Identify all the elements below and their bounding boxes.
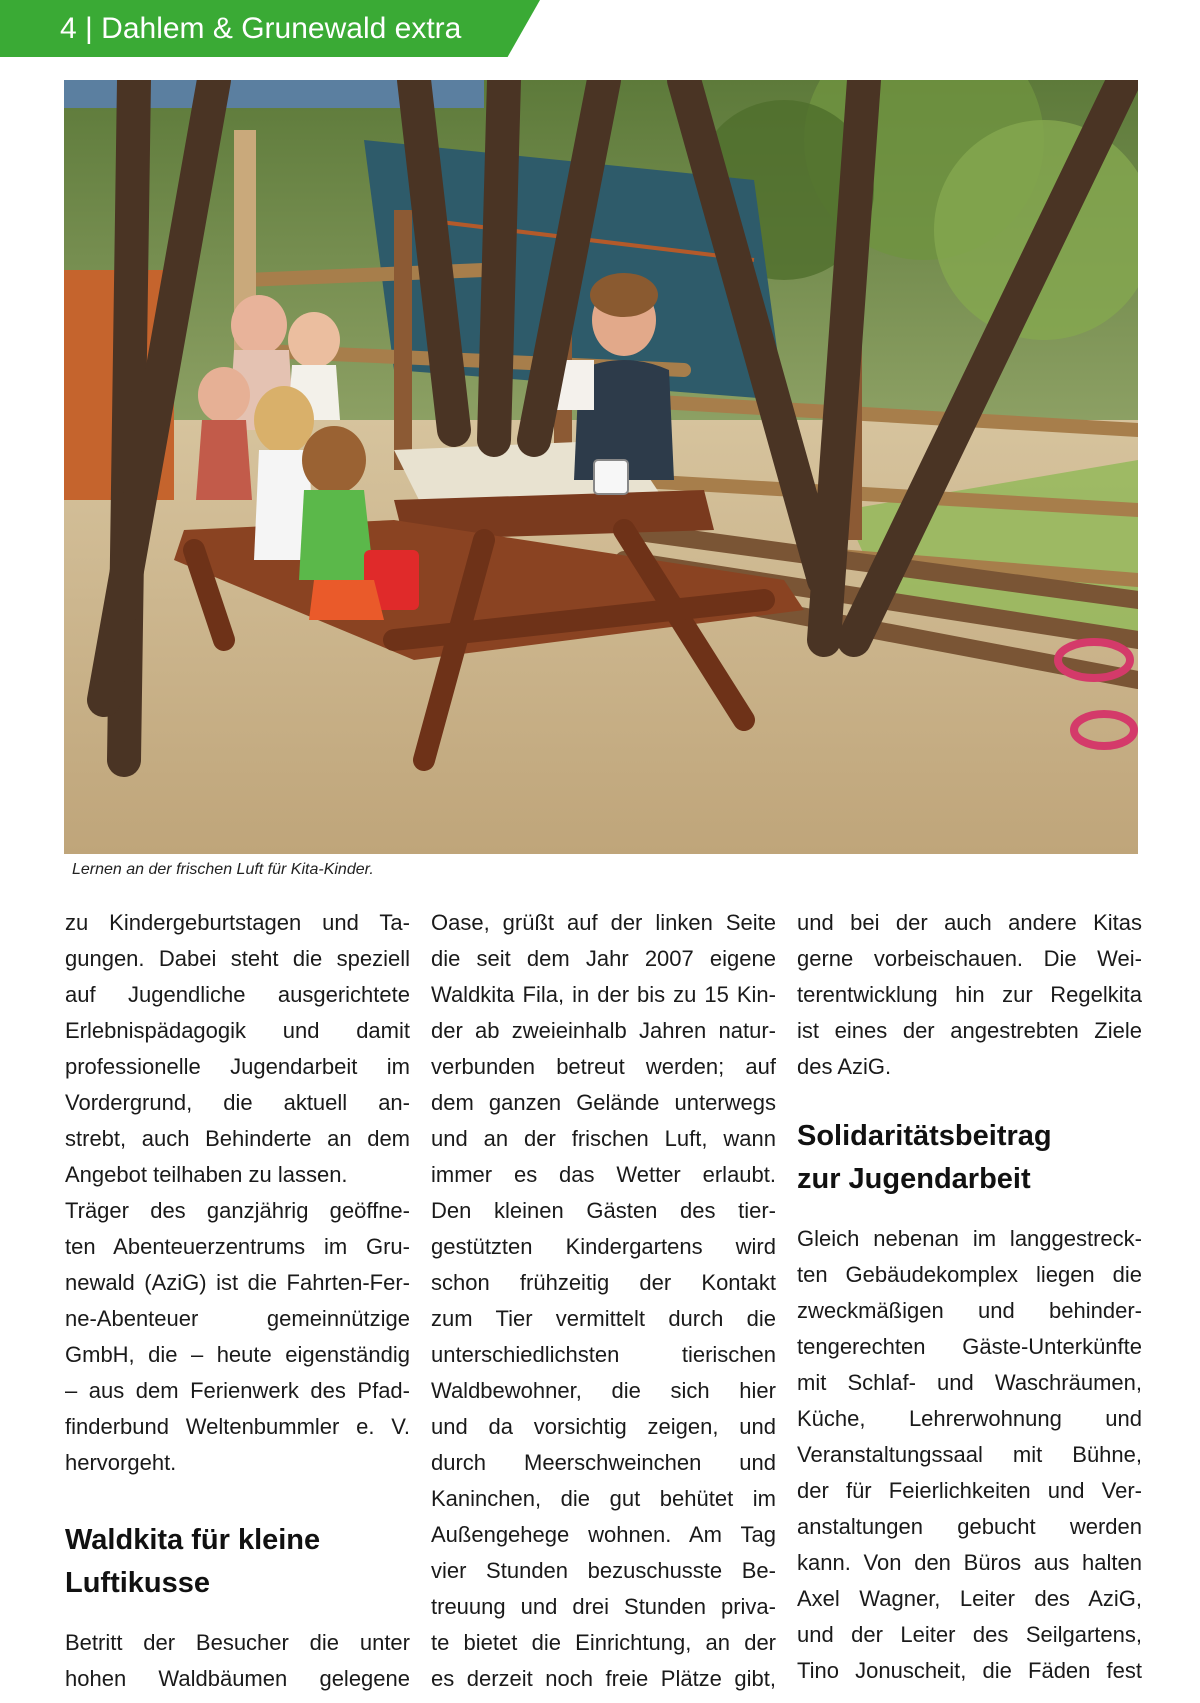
header-title [60,12,461,46]
text-line: ten Abenteuerzentrums im Gru- [65,1234,410,1259]
article-column-2 [431,905,776,1697]
text-line: gungen. Dabei steht die speziell [65,946,410,971]
text-line: Waldbewohner, die sich hier [431,1378,776,1403]
text-line: – aus dem Ferienwerk des Pfad- [65,1378,410,1403]
text-line: hohen Waldbäumen gelegene [65,1666,410,1691]
text-line: ten Gebäudekomplex liegen die [797,1262,1142,1287]
text-line: Axel Wagner, Leiter des AziG, [797,1586,1142,1611]
text-line: zu Kindergeburtstagen und Ta- [65,910,410,935]
text-line: terentwicklung hin zur Regelkita [797,982,1142,1007]
text-line: Tino Jonuscheit, die Fäden fest [797,1658,1142,1683]
section-name: Dahlem & Grunewald extra [101,12,462,45]
text-line: finderbund Weltenbummler e. V. [65,1414,410,1439]
text-line: zweckmäßigen und behinder- [797,1298,1142,1323]
text-line: treuung und drei Stunden priva- [431,1594,776,1619]
text-line: Waldkita Fila, in der bis zu 15 Kin- [431,982,776,1007]
section-heading-waldkita [65,1519,410,1605]
text-line: Gleich nebenan im langgestreck- [797,1226,1142,1251]
article-column-3 [797,905,1142,1689]
text-line: hervorgeht. [65,1450,177,1475]
text-line: Angebot teilhaben zu lassen. [65,1162,348,1187]
photo-illustration [64,80,1138,854]
article-column-1 [65,905,410,1697]
text-line: Außengehege wohnen. Am Tag [431,1522,776,1547]
text-line: Küche, Lehrerwohnung und [797,1406,1142,1431]
heading-line: Solidaritätsbeitrag [797,1120,1052,1152]
text-line: der ab zweieinhalb Jahren natur- [431,1018,776,1043]
col3-paragraph [797,905,1142,1085]
text-line: des AziG. [797,1054,892,1079]
text-line: Veranstaltungssaal mit Bühne, [797,1442,1142,1467]
text-line: gerne vorbeischauen. Die Wei- [797,946,1142,971]
text-line: der für Feierlichkeiten und Ver- [797,1478,1142,1503]
photo-caption: Lernen an der frischen Luft für Kita-Kinder. [72,861,374,878]
text-line: und der Leiter des Seilgartens, [797,1622,1142,1647]
text-line: und an der frischen Luft, wann [431,1126,776,1151]
text-line: tengerechten Gäste-Unterkünfte [797,1334,1142,1359]
text-line: und da vorsichtig zeigen, und [431,1414,776,1439]
text-line: schon frühzeitig der Kontakt [431,1270,776,1295]
text-line: Träger des ganzjährig geöffne- [65,1198,410,1223]
heading-line: Waldkita für kleine [65,1524,321,1556]
text-line: newald (AziG) ist die Fahrten-Fer- [65,1270,410,1295]
text-line: Betritt der Besucher die unter [65,1630,410,1655]
text-line: die seit dem Jahr 2007 eigene [431,946,776,971]
col1-paragraph-2 [65,1625,410,1697]
text-line: strebt, auch Behinderte an dem [65,1126,410,1151]
heading-line: Luftikusse [65,1567,211,1599]
text-line: anstaltungen gebucht werden [797,1514,1142,1539]
text-line: unterschiedlichsten tierischen [431,1342,776,1367]
page-number: 4 [60,12,77,45]
heading-line: zur Jugendarbeit [797,1163,1031,1195]
text-line: ist eines der angestrebten Ziele [797,1018,1142,1043]
section-heading-solidaritaet [797,1115,1142,1201]
text-line: durch Meerschweinchen und [431,1450,776,1475]
text-line: Den kleinen Gästen des tier- [431,1198,776,1223]
article-photo [64,80,1138,854]
text-line: immer es das Wetter erlaubt. [431,1162,776,1187]
text-line: kann. Von den Büros aus halten [797,1550,1142,1575]
text-line: gestützten Kindergartens wird [431,1234,776,1259]
text-line: verbunden betreut werden; auf [431,1054,776,1079]
text-line: professionelle Jugendarbeit im [65,1054,410,1079]
text-line: dem ganzen Gelände unterwegs [431,1090,776,1115]
text-line: GmbH, die – heute eigenständig [65,1342,410,1367]
text-line: ne-Abenteuer gemeinnützige [65,1306,410,1331]
text-line: auf Jugendliche ausgerichtete [65,982,410,1007]
text-line: zum Tier vermittelt durch die [431,1306,776,1331]
col1-paragraph [65,905,410,1481]
header-separator: | [85,12,93,45]
text-line: Erlebnispädagogik und damit [65,1018,410,1043]
text-line: Kaninchen, die gut behütet im [431,1486,776,1511]
text-line: Vordergrund, die aktuell an- [65,1090,410,1115]
text-line: und bei der auch andere Kitas [797,910,1142,935]
text-line: Oase, grüßt auf der linken Seite [431,910,776,935]
col3-paragraph-2 [797,1221,1142,1689]
text-line: te bietet die Einrichtung, an der [431,1630,776,1655]
text-line: es derzeit noch freie Plätze gibt, [431,1666,776,1691]
text-line: vier Stunden bezuschusste Be- [431,1558,776,1583]
text-line: mit Schlaf- und Waschräumen, [797,1370,1142,1395]
